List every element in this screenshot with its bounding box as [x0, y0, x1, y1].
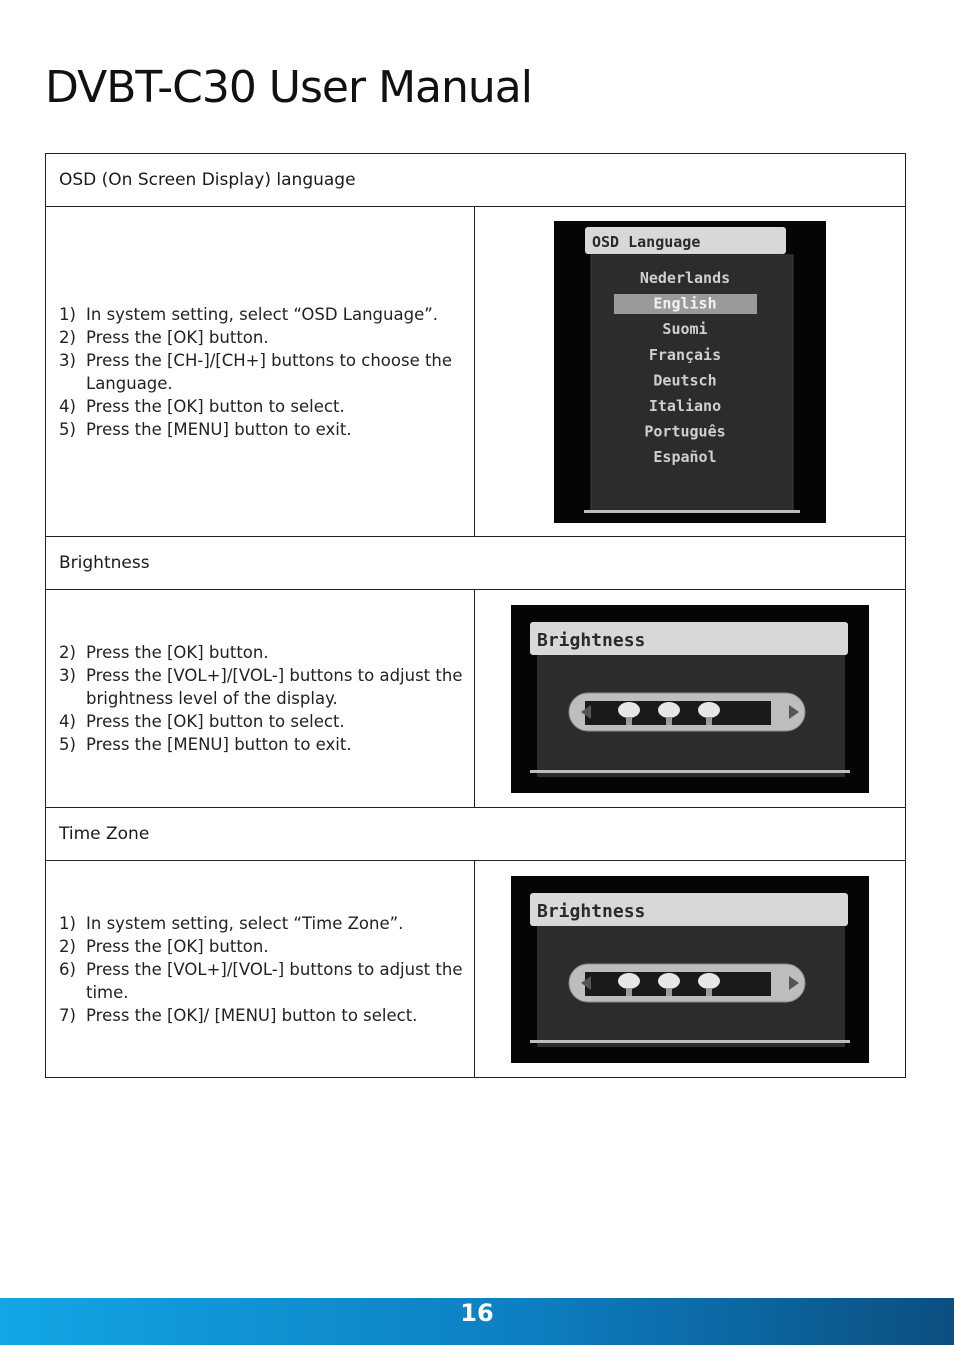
level-marker: [618, 973, 640, 989]
page-footer: [0, 1298, 954, 1345]
level-marker-stem: [706, 988, 712, 996]
level-marker-stem: [626, 717, 632, 725]
step-item: 3) Press the [CH-]/[CH+] buttons to choose the Language.: [59, 350, 453, 393]
section-title: Time Zone: [46, 808, 906, 861]
brightness-screenshot: [511, 605, 869, 793]
step-list: [59, 912, 464, 1027]
screen-cell: [475, 590, 906, 808]
language-option: Italiano: [649, 396, 722, 415]
section-header-osd-language: [46, 154, 906, 207]
step-item: 5) Press the [MENU] button to exit.: [59, 735, 352, 754]
step-item: 7) Press the [OK]/ [MENU] button to select.: [59, 1005, 418, 1025]
level-marker-stem: [626, 988, 632, 996]
step-item: 5) Press the [MENU] button to exit.: [59, 419, 352, 439]
menu-title: Brightness: [537, 900, 646, 922]
language-option: Português: [644, 422, 726, 441]
language-option: English: [653, 294, 717, 313]
step-list: [59, 303, 464, 441]
language-option: Nederlands: [640, 268, 731, 287]
language-option: Suomi: [662, 319, 708, 338]
level-marker: [698, 973, 720, 989]
steps-cell: [46, 590, 475, 808]
menu-title: OSD Language: [592, 232, 701, 251]
section-body-brightness: [46, 590, 906, 808]
level-marker-stem: [666, 988, 672, 996]
step-item: 4) Press the [OK] button to select.: [59, 712, 345, 731]
section-title: Brightness: [46, 537, 906, 590]
menu-title: Brightness: [537, 629, 646, 651]
level-marker: [658, 702, 680, 718]
screen-cell: [475, 861, 906, 1078]
step-item: 2) Press the [OK] button.: [59, 643, 269, 662]
section-header-brightness: [46, 537, 906, 590]
language-option: Français: [649, 345, 722, 364]
steps-cell: [46, 861, 475, 1078]
page-number: 16: [460, 1299, 494, 1327]
step-item: 3) Press the [VOL+]/[VOL-] buttons to adjust the brightness level of the display.: [59, 666, 463, 708]
level-marker-stem: [666, 717, 672, 725]
level-marker: [698, 702, 720, 718]
instruction-table: [45, 153, 906, 1078]
page-title: DVBT-C30 User Manual: [45, 62, 532, 113]
step-item: 4) Press the [OK] button to select.: [59, 396, 345, 416]
language-option: Deutsch: [653, 370, 717, 389]
osd-language-screenshot: [554, 221, 826, 523]
time-zone-screenshot: [511, 876, 869, 1063]
step-item: 1) In system setting, select “Time Zone”.: [59, 913, 404, 933]
step-item: 2) Press the [OK] button.: [59, 936, 269, 956]
step-item: 1) In system setting, select “OSD Language”.: [59, 304, 439, 324]
steps-cell: [46, 207, 475, 537]
section-header-time-zone: [46, 808, 906, 861]
level-marker-stem: [706, 717, 712, 725]
step-item: 2) Press the [OK] button.: [59, 327, 269, 347]
section-body-time-zone: [46, 861, 906, 1078]
level-marker: [618, 702, 640, 718]
step-list: [59, 641, 464, 756]
step-item: 6) Press the [VOL+]/[VOL-] buttons to adjust the time.: [59, 959, 463, 1002]
language-option: Español: [653, 447, 717, 466]
screen-cell: [475, 207, 906, 537]
section-body-osd-language: [46, 207, 906, 537]
section-title: OSD (On Screen Display) language: [46, 154, 906, 207]
level-marker: [658, 973, 680, 989]
